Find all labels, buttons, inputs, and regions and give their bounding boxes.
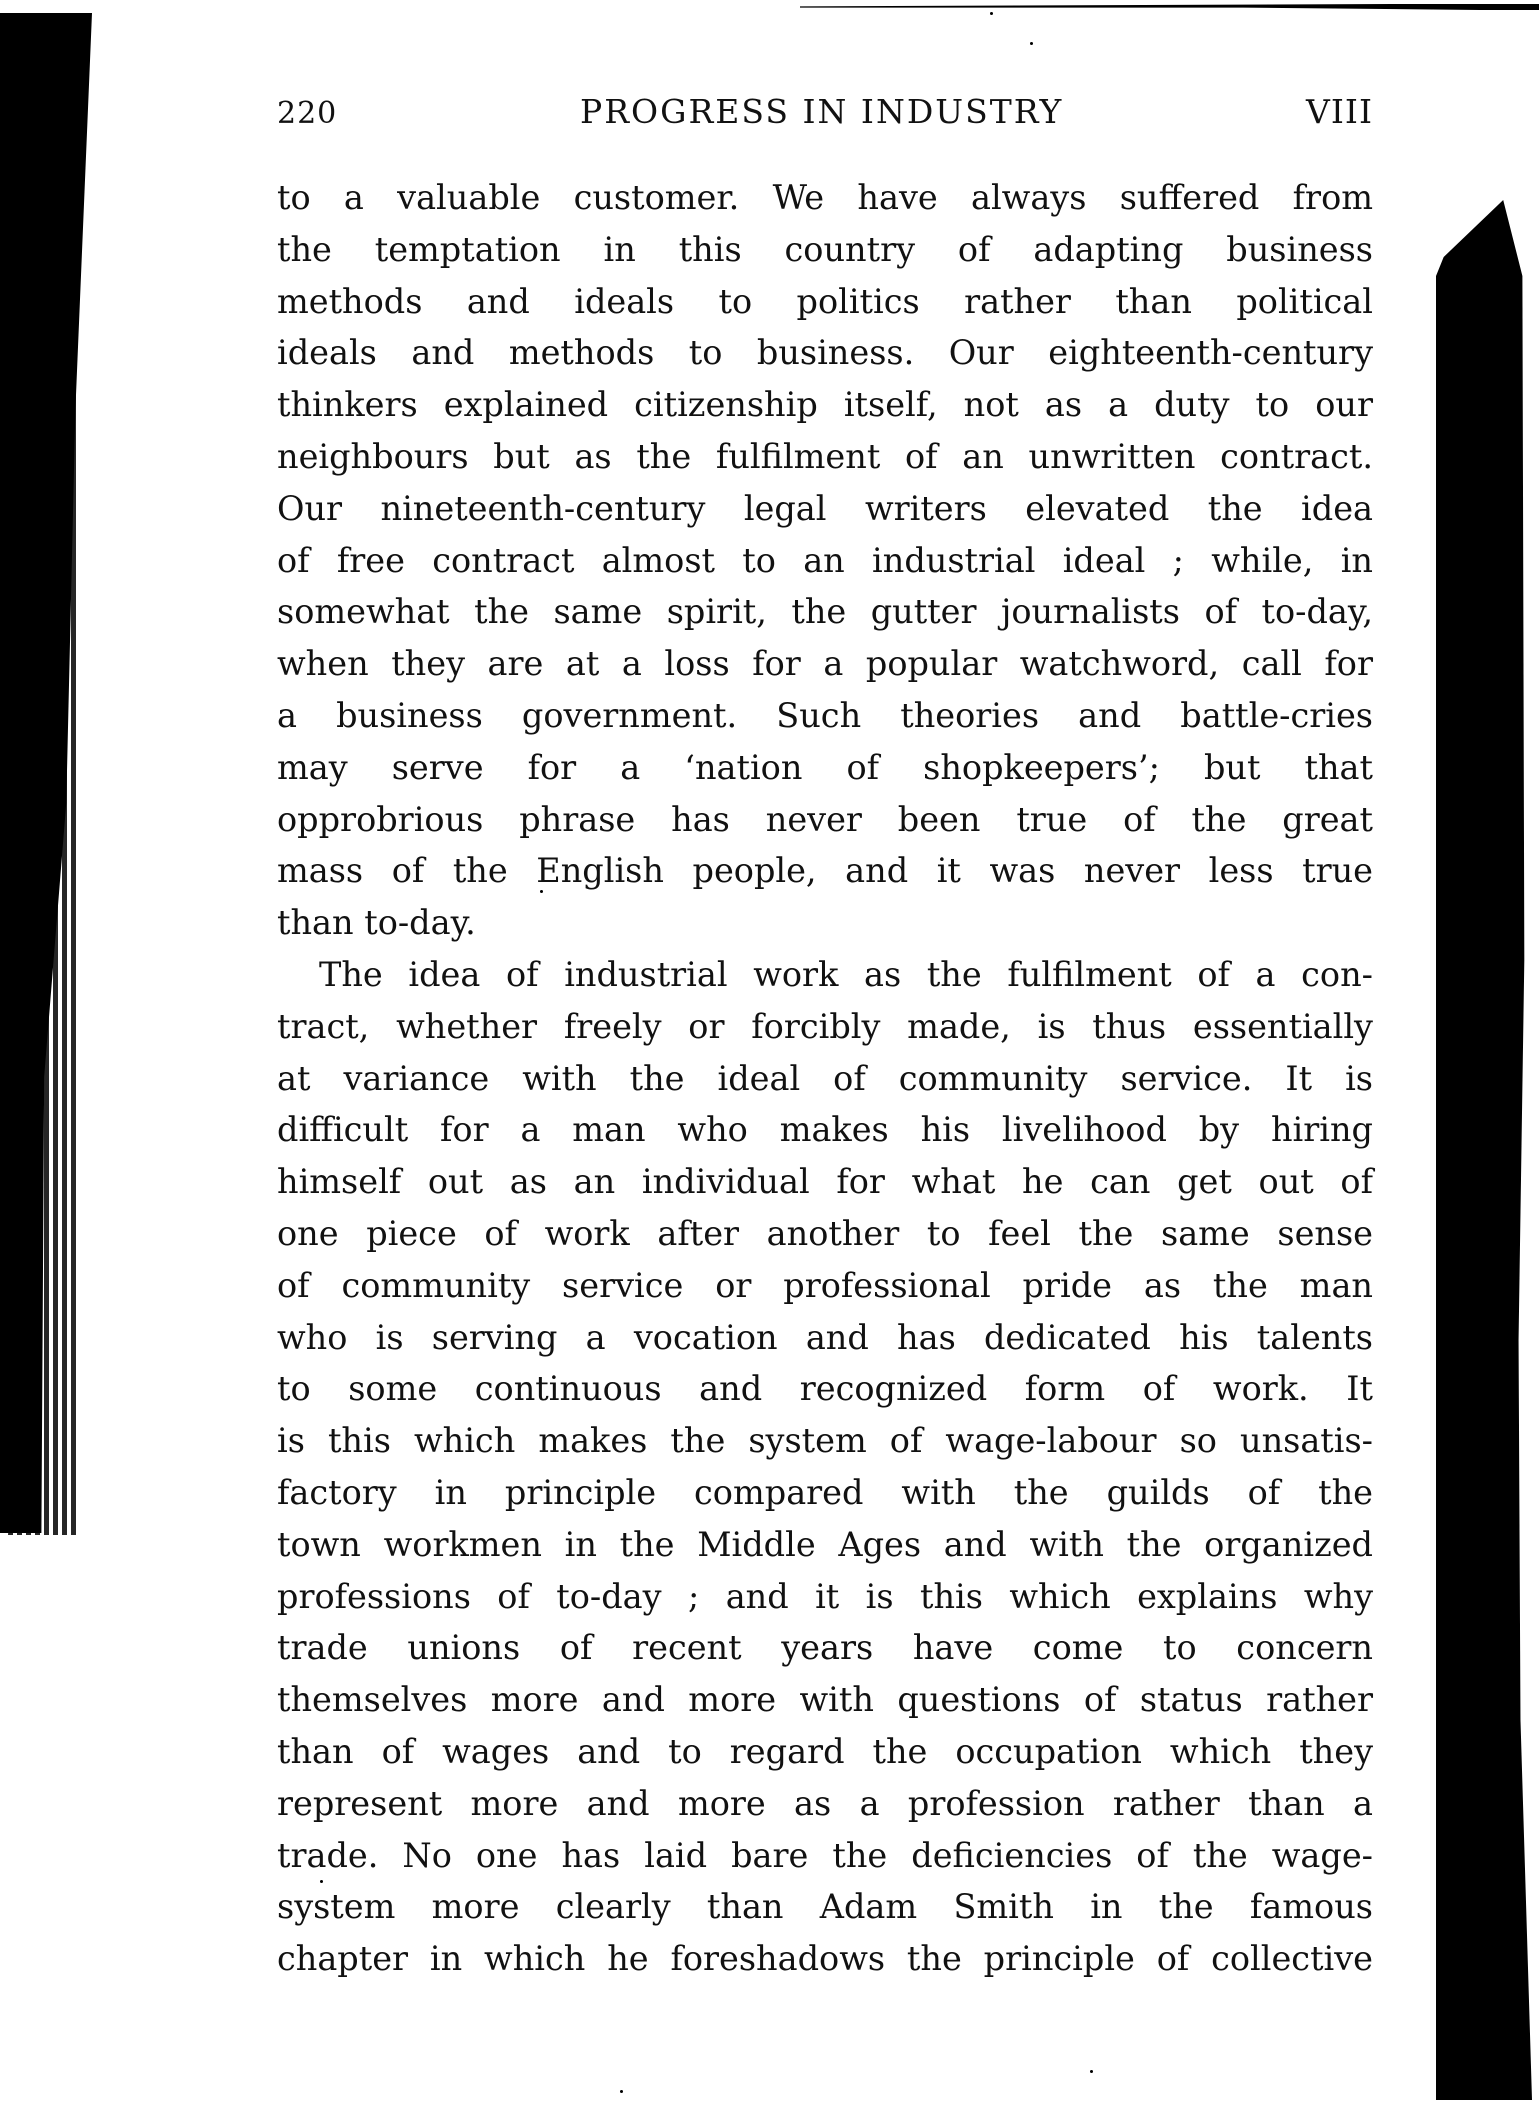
text-line: system more clearly than Adam Smith in the famous [277,1887,1373,1927]
running-title: PROGRESS IN INDUSTRY [579,92,1064,131]
scan-shadow-top [800,4,1539,10]
text-line: opprobrious phrase has never been true of the great [277,799,1373,839]
text-line: to a valuable customer. We have always suffered from [277,178,1373,217]
scan-speck [1030,42,1033,45]
scan-shadow-right [1436,200,1532,2100]
chapter-number: VIII [1306,92,1373,131]
text-line: may serve for a ‘nation of shopkeepers’; but that [277,747,1373,787]
text-line: somewhat the same spirit, the gutter journalists of to-day, [277,592,1373,632]
text-line: is this which makes the system of wage-labour so unsatis- [277,1421,1373,1461]
page-number: 220 [277,96,338,131]
text-line: of community service or professional pride as the man [277,1265,1373,1305]
text-line: thinkers explained citizenship itself, not as a duty to our [277,385,1373,425]
body-text [277,172,1373,1985]
paragraph-end-line: than to-day. [277,903,476,943]
text-line: the temptation in this country of adapting business [277,229,1373,269]
text-line: professions of to-day ; and it is this which explains why [277,1576,1373,1616]
text-line: trade unions of recent years have come to concern [277,1628,1373,1668]
scan-speck [1090,2070,1093,2073]
scan-speck [990,12,993,15]
text-line: than of wages and to regard the occupation which they [277,1731,1373,1771]
text-line: tract, whether freely or forcibly made, is thus essentially [277,1006,1373,1046]
paragraph-start-line: The idea of industrial work as the fulfilment of a con- [319,954,1373,994]
text-line: to some continuous and recognized form of work. It [277,1369,1373,1409]
text-line: at variance with the ideal of community service. It is [277,1058,1373,1098]
text-line: themselves more and more with questions of status rather [277,1680,1373,1720]
text-line: himself out as an individual for what he can get out of [277,1162,1373,1202]
text-line: who is serving a vocation and has dedicated his talents [277,1317,1373,1357]
text-line: difficult for a man who makes his livelihood by hiring [277,1110,1373,1150]
running-head [277,92,1373,136]
text-line: represent more and more as a profession rather than a [277,1783,1373,1823]
text-line: Our nineteenth-century legal writers elevated the idea [277,488,1373,528]
text-line: mass of the English people, and it was never less true [277,851,1373,891]
text-line: ideals and methods to business. Our eighteenth-century [277,333,1373,373]
text-line: town workmen in the Middle Ages and with the organized [277,1524,1373,1564]
text-line: factory in principle compared with the guilds of the [277,1472,1373,1512]
text-line: of free contract almost to an industrial ideal ; while, in [277,540,1373,580]
scan-speck [620,2090,623,2093]
text-line: one piece of work after another to feel the same sense [277,1213,1373,1253]
text-line: a business government. Such theories and battle-cries [277,695,1373,735]
text-line: methods and ideals to politics rather than political [277,281,1373,321]
text-line: chapter in which he foreshadows the principle of collective [277,1939,1373,1979]
text-line: trade. No one has laid bare the deficiencies of the wage- [277,1835,1373,1875]
text-line: neighbours but as the fulfilment of an unwritten contract. [277,436,1373,476]
text-line: when they are at a loss for a popular watchword, call for [277,644,1373,684]
